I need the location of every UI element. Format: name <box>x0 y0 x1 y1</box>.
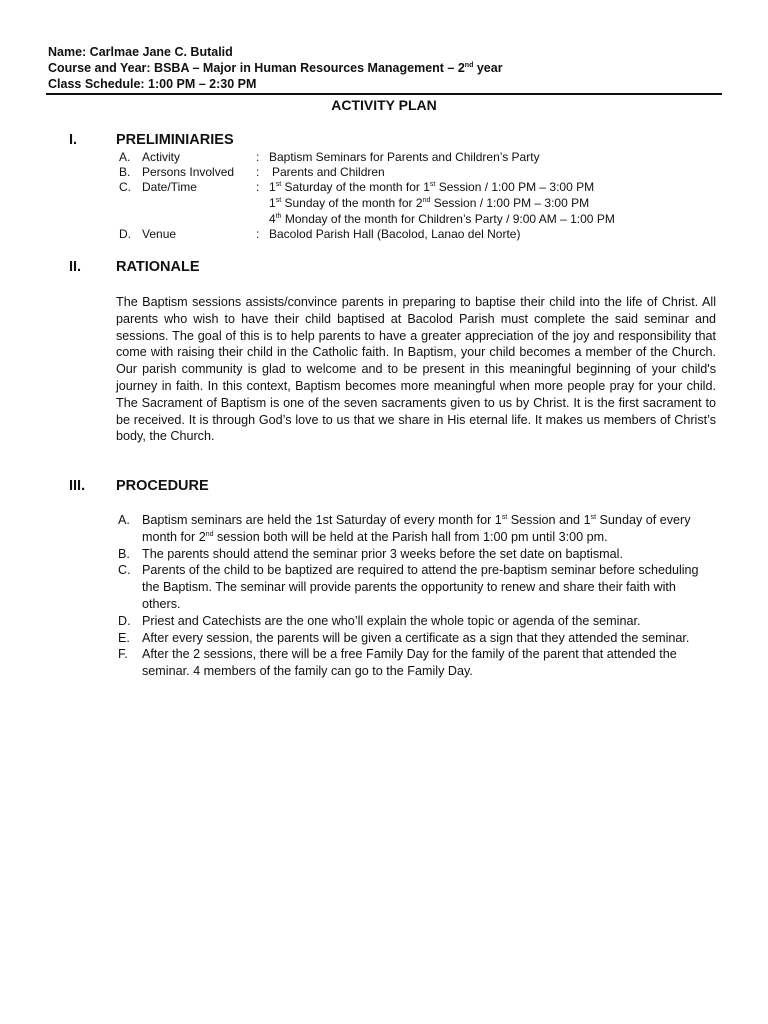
datetime-line-3: 4th Monday of the month for Children’s Party / 9:00 AM – 1:00 PM <box>269 212 615 226</box>
datetime-line-1: 1st Saturday of the month for 1st Session / 1:00 PM – 3:00 PM <box>269 180 595 194</box>
section-heading-rationale: RATIONALE <box>116 259 200 275</box>
document-title: ACTIVITY PLAN <box>331 97 437 113</box>
procedure-item-c: C. Parents of the child to be baptized are required to attend the pre-baptism seminar before scheduling the Baptism. The seminar will provide parents the opportunity to renew and share their faith with others. <box>118 563 699 611</box>
procedure-item-e: E. After every session, the parents will be given a certificate as a sign that they attended the seminar. <box>118 630 690 645</box>
procedure-item-a: A. Baptism seminars are held the 1st Saturday of every month for 1st Session and 1st Sunday of every month for 2nd session both will be held at the Parish hall from 1:00 pm until 3:00 pm. <box>118 513 691 544</box>
student-name: Name: Carlmae Jane C. Butalid <box>48 45 233 59</box>
header-divider <box>46 93 722 95</box>
course-and-year: Course and Year: BSBA – Major in Human Resources Management – 2nd year <box>48 61 503 75</box>
rationale-paragraph: The Baptism sessions assists/convince parents in preparing to baptise their child into the life of Christ. All parents who wish to have their child baptised at Bacolod Parish must complete the said seminar and sessions. The goal of this is to help parents to have a greater appreciation of the joy and responsibility that come with raising their child in the Catholic faith. In Baptism, your child becomes a member of the Church. Our parish community is glad to welcome and to be present in this meaningful beginning of your child's journey in faith. In this context, Baptism becomes more meaningful when more people pray for your child. The Sacrament of Baptism is one of the seven sacraments given to us by Christ. It is the first sacrament to be received. It is through God’s love to us that we share in His eternal life. It makes us members of Christ’s body, the Church. <box>116 295 716 444</box>
section-heading-preliminaries: PRELIMINIARIES <box>116 132 234 148</box>
procedure-item-b: B. The parents should attend the seminar prior 3 weeks before the set date on baptismal. <box>118 546 623 561</box>
datetime-line-2: 1st Sunday of the month for 2nd Session / 1:00 PM – 3:00 PM <box>269 196 590 210</box>
procedure-item-f: F. After the 2 sessions, there will be a free Family Day for the family of the parent that attended the seminar. 4 members of the family can go to the Family Day. <box>118 647 677 679</box>
section-number-preliminaries: I. <box>69 132 78 148</box>
section-heading-procedure: PROCEDURE <box>116 478 209 494</box>
procedure-list <box>116 512 716 680</box>
class-schedule: Class Schedule: 1:00 PM – 2:30 PM <box>48 77 257 91</box>
section-number-rationale: II. <box>69 259 82 275</box>
procedure-item-d: D. Priest and Catechists are the one who’ll explain the whole topic or agenda of the seminar. <box>118 613 641 628</box>
document-page: Name: Carlmae Jane C. Butalid Course and Year: BSBA – Major in Human Resources Management – 2nd year Class Schedule: 1:00 PM – 2:30 PM ACTIVITY PLAN I. PRELIMINIARIES A. Activity : Baptism Seminars for Parents and Children’s Party B. Persons Involved : Parents and Children C. Date/Time : 1st Saturday of the month for 1st Session / 1:00 PM – 3:00 PM 1st Sunday of the month for 2nd Session / 1:00 PM – 3:00 PM 4th Monday of the month for Children’s Party / 9:00 AM – 1:00 PM D. Venue : Bacolod Parish Hall (Bacolod, Lanao del Norte) II. RATIONALE The Baptism sessions assists/convince parents in preparing to baptise their child into the life of Christ. All parents who wish to have their child baptised at Bacolod Parish must complete the said seminar and sessions. The goal of this is to help parents to have a greater appreciation of the joy and responsibility that come with raising their child in the Catholic faith. In Baptism, your child becomes a member of the Church. Our parish community is glad to welcome and to be present in this meaningful beginning of your child's journey in faith. In this context, Baptism becomes more meaningful when more people pray for your child. The Sacrament of Baptism is one of the seven sacraments given to us by Christ. It is the first sacrament to be received. It is through God’s love to us that we share in His eternal life. It makes us members of Christ’s body, the Church. III. PROCEDURE A. Baptism seminars are held the 1st Saturday of every month for 1st Session and 1st Sunday of every month for 2nd session both will be held at the Parish hall from 1:00 pm until 3:00 pm. B. The parents should attend the seminar prior 3 weeks before the set date on baptismal. C. Parents of the child to be baptized are required to attend the pre-baptism seminar before scheduling the Baptism. The seminar will provide parents the opportunity to renew and share their faith with others. D. Priest and Catechists are the one who’ll explain the whole topic or agenda of the seminar. E. After every session, the parents will be given a certificate as a sign that they attended the seminar. F. After the 2 sessions, there will be a free Family Day for the family of the parent that attended the seminar. 4 members of the family can go to the Family Day. <box>0 0 768 1024</box>
section-number-procedure: III. <box>69 478 86 494</box>
